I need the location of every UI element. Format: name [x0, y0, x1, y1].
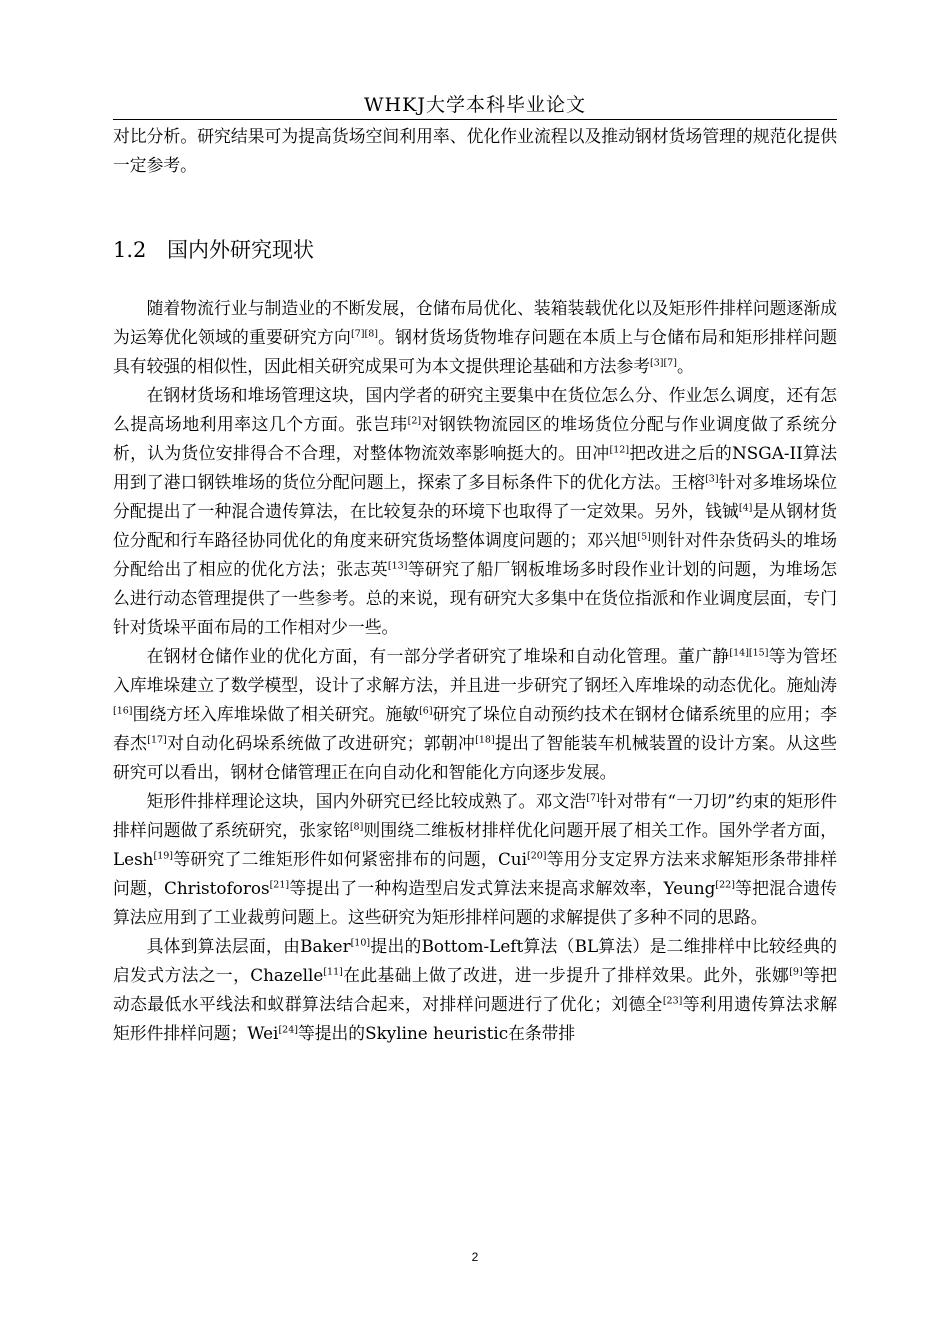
- paragraph-text: 提出的Bottom-Left算法（BL算法）是二维排样中比较经典的启发式方法之一，Chazelle: [113, 936, 837, 985]
- paragraph-text: 等利用遗传算法求解矩形件排样问题；Wei: [113, 994, 837, 1043]
- paragraph-text: 则围绕二维板材排样优化问题开展了相关工作。国外学者方面，Lesh: [113, 820, 837, 869]
- header-rule: [113, 119, 837, 120]
- section-number: 1.2: [113, 238, 147, 262]
- paragraph-text: 等研究了船厂钢板堆场多时段作业计划的问题，为堆场怎么进行动态管理提供了一些参考。总的来说，现有研究大多集中在货位指派和作业调度层面，专门针对货垛平面布局的工作相对少一些。: [113, 559, 837, 637]
- paragraph-text: 矩形件排样理论这块，国内外研究已经比较成熟了。邓文浩: [146, 791, 587, 811]
- paragraph-text: 把改进之后的NSGA-II算法用到了港口钢铁堆场的货位分配问题上，探索了多目标条件下的优化方法。王榕: [113, 443, 837, 492]
- paragraph-text: 等提出的Skyline heuristic在条带排: [297, 1023, 576, 1043]
- citation-marker: [17]: [147, 734, 167, 746]
- paragraph-text: 等用分支定界方法来求解矩形条带排样问题，Christoforos: [113, 849, 837, 898]
- paragraph-text: 随着物流行业与制造业的不断发展，仓储布局优化、装箱装载优化以及矩形件排样问题逐渐成为运筹优化领域的重要研究方向: [113, 298, 837, 347]
- paragraph-text: 在此基础上做了改进，进一步提升了排样效果。此外，张娜: [342, 965, 790, 985]
- paragraph-text: 是从钢材货位分配和行车路径协同优化的角度来研究货场整体调度问题的；邓兴旭: [113, 501, 837, 550]
- citation-marker: [12]: [609, 444, 630, 456]
- citation-marker: [20]: [526, 850, 547, 862]
- paragraph-text: 围绕方坯入库堆垛做了相关研究。施敏: [132, 704, 420, 724]
- paragraph-text: 针对带有“一刀切”约束的矩形件排样问题做了系统研究，张家铭: [113, 791, 837, 840]
- body-paragraph: [113, 381, 837, 642]
- page-number: 2: [471, 1250, 479, 1264]
- paragraph-text: 。: [676, 356, 694, 376]
- citation-marker: [3]: [705, 473, 719, 485]
- citation-marker: [22]: [715, 879, 735, 891]
- section-title: 国内外研究现状: [167, 238, 314, 262]
- paragraph-text: 在钢材货场和堆场管理这块，国内学者的研究主要集中在货位怎么分、作业怎么调度，还有怎么提高场地利用率这几个方面。张岂玮: [113, 385, 837, 434]
- body-paragraph: [113, 294, 837, 381]
- paragraph-text: 等为管坯入库堆垛建立了数学模型，设计了求解方法，并且进一步研究了钢坯入库堆垛的动态优化。施灿涛: [113, 646, 837, 695]
- body-paragraph: [113, 932, 837, 1048]
- citation-marker: [21]: [269, 879, 290, 891]
- paragraph-text: 对钢铁物流园区的堆场货位分配与作业调度做了系统分析，认为货位安排得合不合理，对整体物流效率影响挺大的。田冲: [113, 414, 837, 463]
- paragraph-text: 等把混合遗传算法应用到了工业裁剪问题上。这些研究为矩形排样问题的求解提供了多种不同的思路。: [113, 878, 837, 927]
- citation-marker: [23]: [662, 995, 683, 1007]
- paragraph-text: 研究了垛位自动预约技术在钢材仓储系统里的应用；李春杰: [113, 704, 837, 753]
- paragraph-text: 提出了智能装车机械装置的设计方案。从这些研究可以看出，钢材仓储管理正在向自动化和智能化方向逐步发展。: [113, 733, 837, 782]
- paragraph-text: 具体到算法层面，由Baker: [146, 936, 351, 956]
- citation-marker: [4]: [738, 502, 753, 514]
- citation-marker: [3][7]: [650, 357, 677, 369]
- continued-paragraph: 对比分析。研究结果可为提高货场空间利用率、优化作业流程以及推动钢材货场管理的规范化提供一定参考。: [113, 126, 837, 175]
- citation-marker: [11]: [323, 966, 343, 978]
- paragraph-text: 在钢材仓储作业的优化方面，有一部分学者研究了堆垛和自动化管理。董广静: [146, 646, 730, 666]
- citation-marker: [6]: [419, 705, 433, 717]
- citation-marker: [2]: [407, 415, 422, 427]
- citation-marker: [14][15]: [729, 647, 769, 659]
- citation-marker: [16]: [113, 705, 133, 717]
- section-heading: [113, 232, 314, 268]
- paragraph-text: 针对多堆场垛位分配提出了一种混合遗传算法，在比较复杂的环境下也取得了一定效果。另外，钱铖: [113, 472, 837, 521]
- paragraph-text: 。钢材货场货物堆存问题在本质上与仓储布局和矩形排样问题具有较强的相似性，因此相关研究成果可为本文提供理论基础和方法参考: [113, 327, 837, 376]
- paragraph-text: 等研究了二维矩形件如何紧密排布的问题，Cui: [173, 849, 527, 869]
- citation-marker: [19]: [153, 850, 174, 862]
- citation-marker: [7][8]: [351, 328, 378, 340]
- citation-marker: [18]: [475, 734, 495, 746]
- paragraph-text: 等把动态最低水平线法和蚁群算法结合起来，对排样问题进行了优化；刘德全: [113, 965, 837, 1014]
- paragraph-text: 对自动化码垛系统做了改进研究；郭朝冲: [166, 733, 476, 753]
- citation-marker: [10]: [350, 937, 371, 949]
- section-body: [113, 294, 837, 1048]
- body-paragraph: [113, 642, 837, 787]
- citation-marker: [7]: [586, 792, 600, 804]
- citation-marker: [9]: [789, 966, 803, 978]
- running-header: WHKJ大学本科毕业论文: [364, 94, 586, 116]
- citation-marker: [24]: [278, 1024, 298, 1036]
- citation-marker: [13]: [387, 560, 408, 572]
- body-paragraph: [113, 787, 837, 932]
- citation-marker: [5]: [637, 531, 651, 543]
- paragraph-text: 则针对件杂货码头的堆场分配给出了相应的优化方法；张志英: [113, 530, 837, 579]
- citation-marker: [8]: [349, 821, 364, 833]
- paragraph-text: 等提出了一种构造型启发式算法来提高求解效率，Yeung: [289, 878, 716, 898]
